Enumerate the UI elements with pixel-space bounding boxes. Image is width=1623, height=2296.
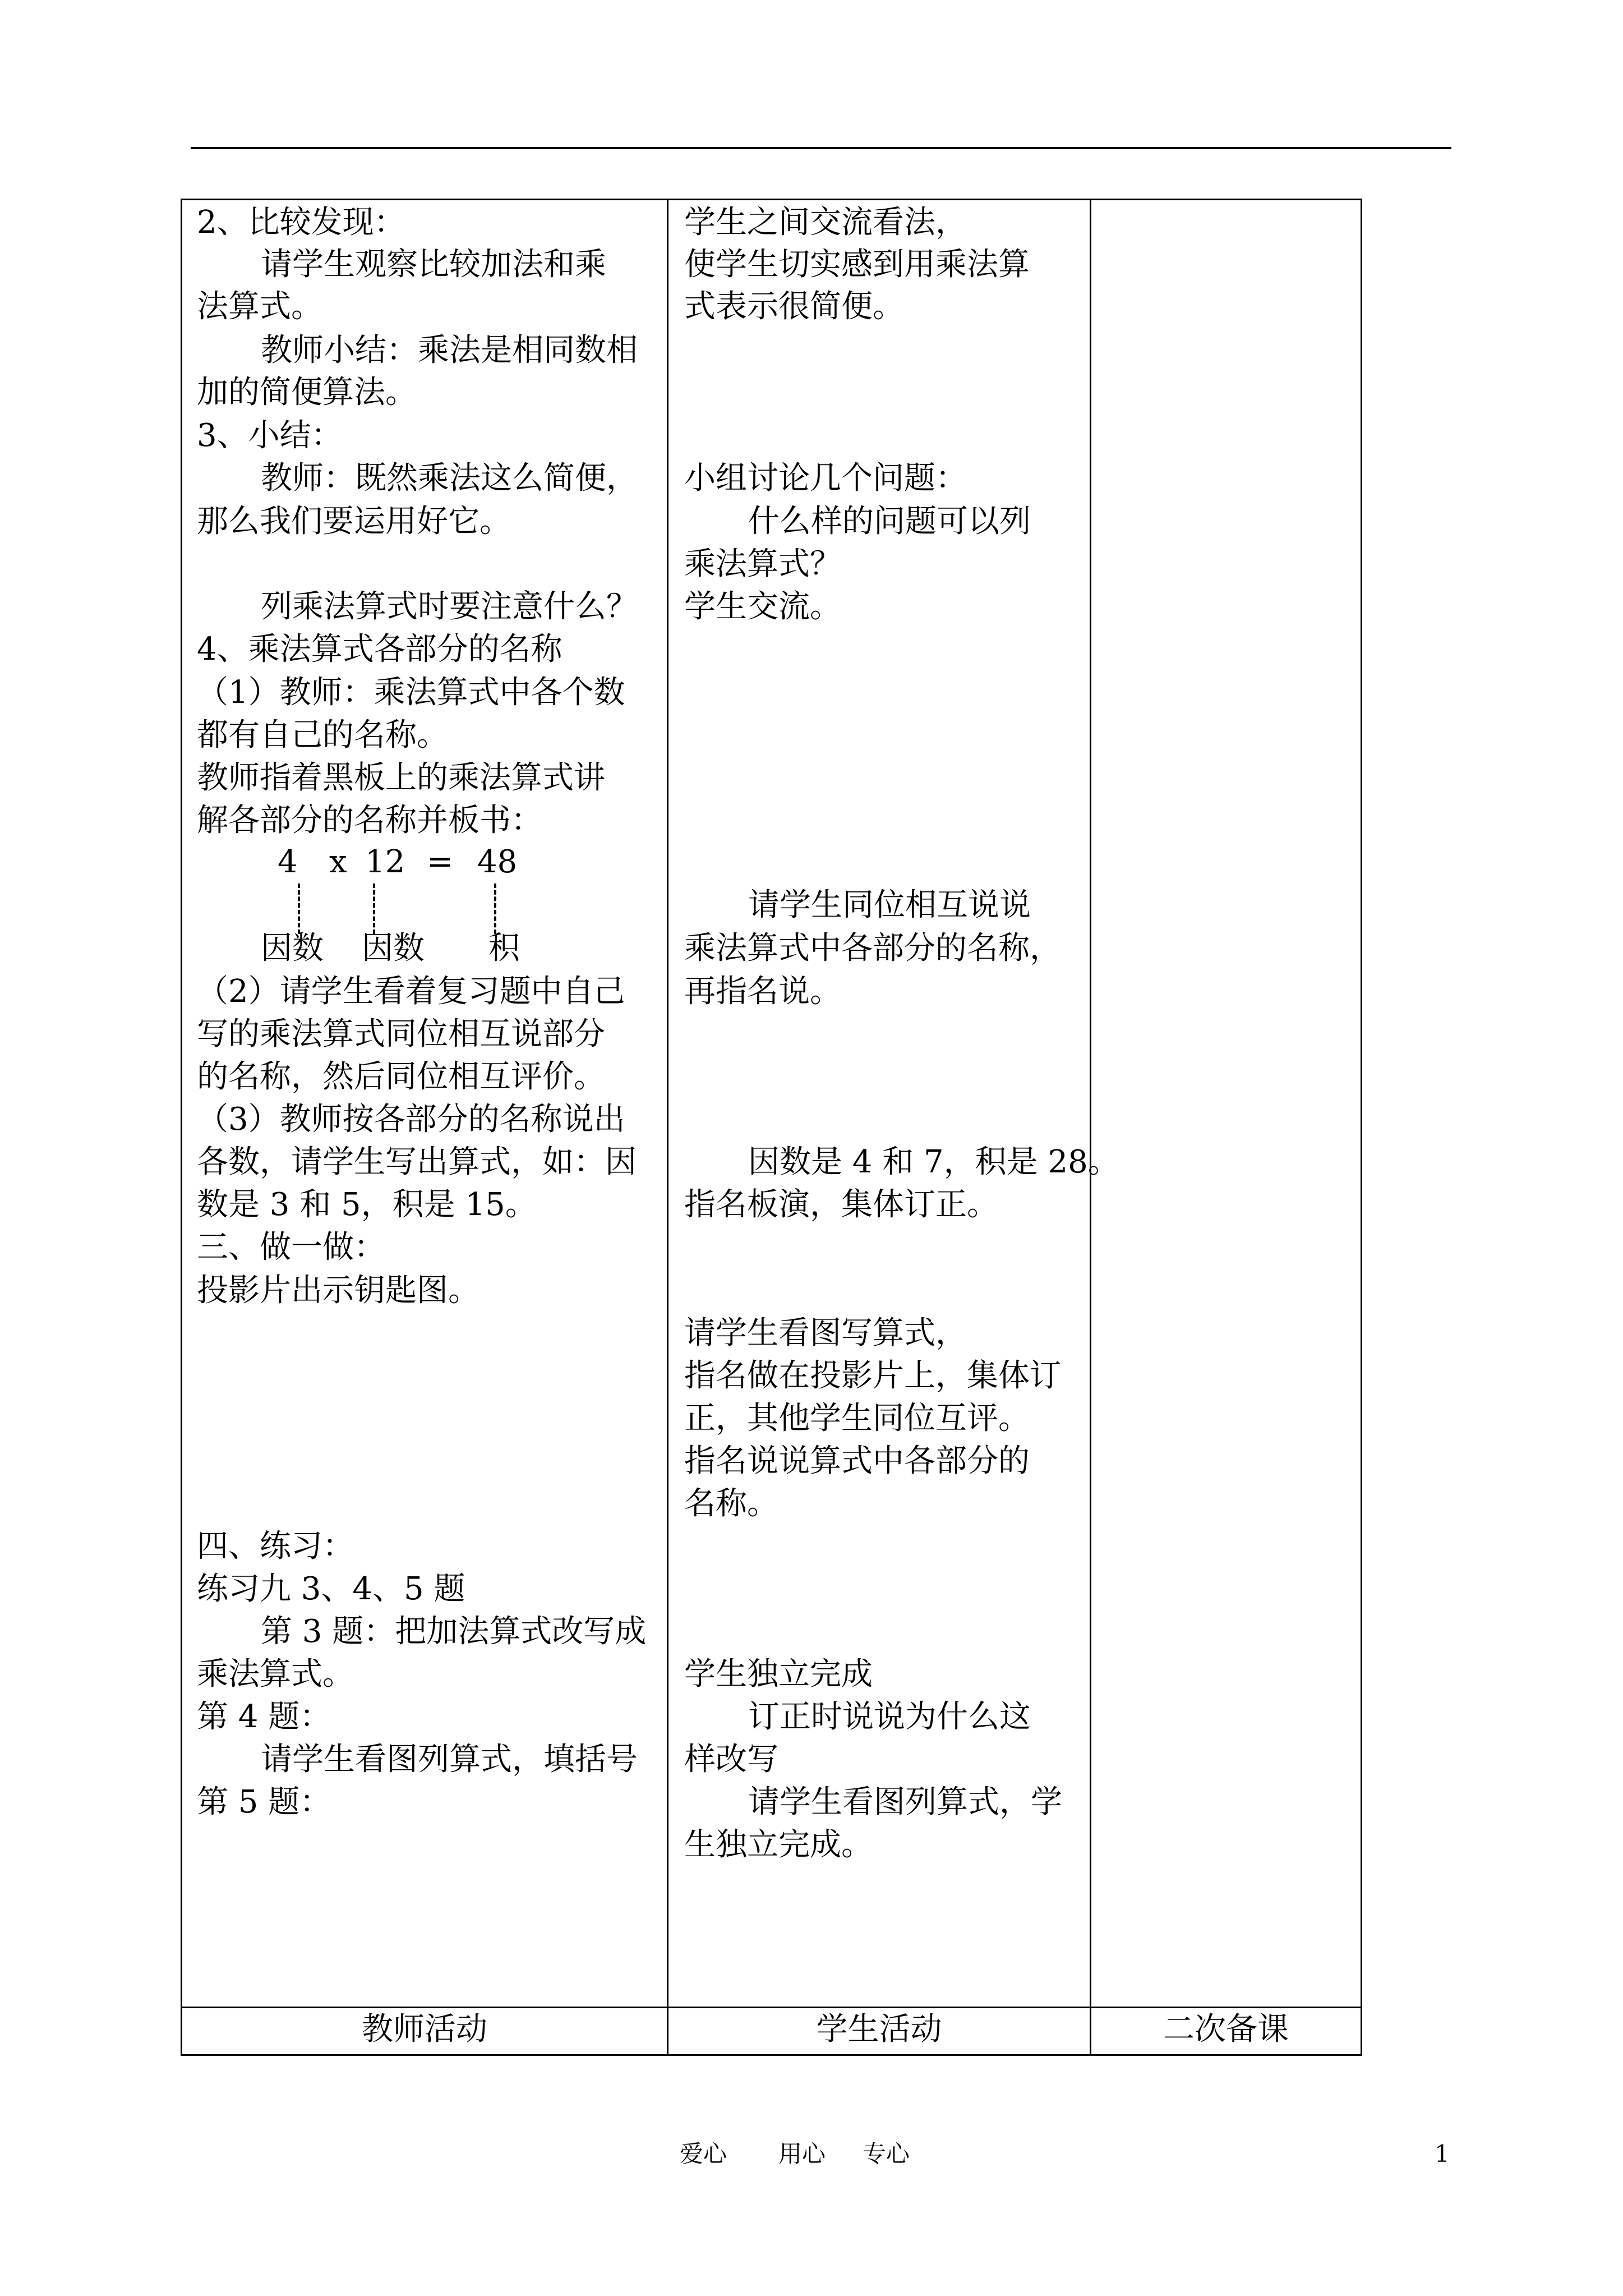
student-activity-heading: 学生活动 (668, 2008, 1091, 2055)
label-factor2: 因数 (362, 930, 425, 967)
student-line: 生独立完成。 (684, 1826, 873, 1863)
teacher-line: 写的乘法算式同位相互说部分 (197, 1016, 605, 1052)
student-line: 乘法算式中各部分的名称， (684, 930, 1061, 967)
teacher-line: 2、比较发现： (197, 204, 405, 241)
student-line: 乘法算式？ (684, 546, 841, 582)
teacher-line: 法算式。 (197, 288, 322, 325)
lesson-plan-table (181, 199, 1362, 2056)
table-row (182, 200, 1362, 2008)
equation-factor2: 12 (365, 844, 405, 880)
label-factor1: 因数 (261, 930, 324, 967)
header-rule (191, 147, 1451, 149)
table-footer-row (182, 2008, 1362, 2055)
teacher-line: 教师指着黑板上的乘法算式讲 (197, 760, 605, 796)
student-line: 使学生切实感到用乘法算 (684, 246, 1030, 283)
equation-product: 48 (477, 844, 518, 880)
student-line: 学生之间交流看法， (684, 204, 967, 241)
teacher-line: 教师：既然乘法这么简便， (261, 460, 638, 496)
footer-motto-3: 专心 (863, 2140, 910, 2168)
teacher-line: 解各部分的名称并板书： (197, 802, 542, 839)
teacher-line: 那么我们要运用好它。 (197, 503, 511, 540)
teacher-line: 乘法算式。 (197, 1656, 354, 1692)
student-line: 样改写 (684, 1741, 778, 1778)
teacher-line: 3、小结： (197, 417, 343, 454)
page-number: 1 (1435, 2140, 1450, 2168)
teacher-line: 各数，请学生写出算式，如：因 (197, 1144, 637, 1180)
teacher-line: 请学生观察比较加法和乘 (261, 246, 606, 283)
footer-motto-2: 用心 (778, 2140, 826, 2168)
student-line: 因数是 4 和 7，积是 28。 (748, 1144, 1119, 1180)
teacher-line: （2）请学生看着复习题中自己 (197, 973, 625, 1010)
student-line: 请学生看图写算式， (684, 1315, 967, 1351)
student-line: 指名板演，集体订正。 (684, 1186, 998, 1223)
teacher-line: 三、做一做： (197, 1229, 385, 1266)
teacher-line: 加的简便算法。 (197, 374, 417, 411)
teacher-line: 的名称，然后同位相互评价。 (197, 1059, 605, 1095)
student-line: 请学生看图列算式，学 (748, 1784, 1062, 1820)
student-line: 学生独立完成 (684, 1656, 873, 1692)
teacher-line: 第 4 题： (197, 1699, 331, 1735)
teacher-line: （3）教师按各部分的名称说出 (197, 1101, 625, 1138)
student-line: 指名说说算式中各部分的 (684, 1443, 1030, 1479)
student-line: 指名做在投影片上，集体订 (684, 1358, 1061, 1394)
teacher-line: 第 3 题：把加法算式改写成 (261, 1613, 647, 1650)
teacher-line: 练习九 3、4、5 题 (197, 1571, 465, 1607)
student-line: 再指名说。 (684, 973, 841, 1010)
student-line: 名称。 (684, 1485, 778, 1522)
second-prep-heading: 二次备课 (1091, 2008, 1362, 2055)
teacher-line: 教师小结：乘法是相同数相 (261, 332, 638, 369)
second-prep-cell (1091, 200, 1362, 2008)
student-line: 请学生同位相互说说 (748, 887, 1031, 923)
label-product: 积 (488, 930, 520, 967)
teacher-line: 四、练习： (197, 1528, 354, 1565)
student-line: 什么样的问题可以列 (748, 503, 1031, 540)
teacher-line: 投影片出示钥匙图。 (197, 1272, 479, 1309)
equation-times-sign: x (329, 844, 347, 880)
equation-factor1: 4 (278, 844, 298, 880)
teacher-line: 第 5 题： (197, 1784, 331, 1820)
factor2-connector (373, 884, 375, 934)
student-line: 正，其他学生同位互评。 (684, 1400, 1030, 1437)
teacher-activity-cell (182, 200, 668, 2008)
teacher-line: 列乘法算式时要注意什么？ (261, 588, 638, 625)
teacher-line: 都有自己的名称。 (197, 717, 448, 753)
teacher-line: 4、乘法算式各部分的名称 (197, 631, 562, 668)
student-activity-cell (668, 200, 1119, 2008)
student-line: 小组讨论几个问题： (684, 460, 967, 496)
footer-motto-1: 爱心 (680, 2140, 727, 2168)
teacher-line: （1）教师：乘法算式中各个数 (197, 674, 625, 711)
teacher-line: 数是 3 和 5，积是 15。 (197, 1186, 537, 1223)
equation-equals-sign: = (427, 844, 453, 880)
student-line: 学生交流。 (684, 588, 841, 625)
factor1-connector (298, 884, 300, 934)
student-line: 式表示很简便。 (684, 288, 904, 325)
student-line: 订正时说说为什么这 (748, 1699, 1031, 1735)
product-connector (494, 884, 496, 934)
teacher-activity-heading: 教师活动 (182, 2008, 668, 2055)
teacher-line: 请学生看图列算式，填括号 (261, 1741, 638, 1778)
